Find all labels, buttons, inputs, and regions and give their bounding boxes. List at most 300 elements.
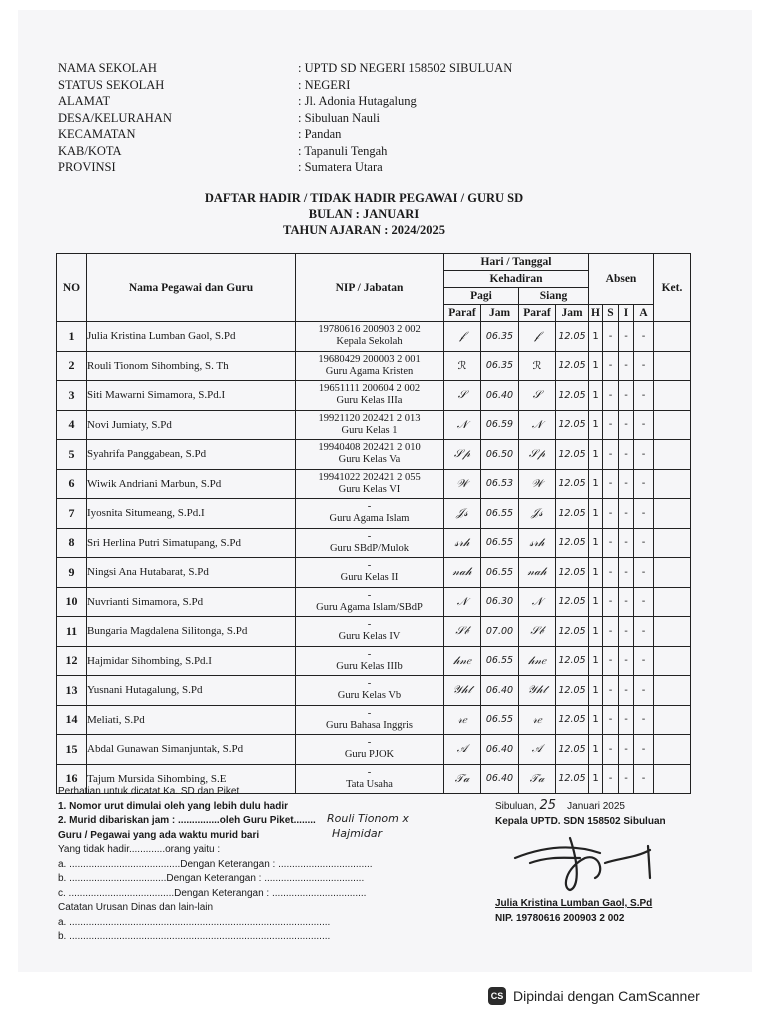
cell-nama: Sri Herlina Putri Simatupang, S.Pd <box>87 528 296 558</box>
cell-paraf-siang: 𝓇𝑒 <box>519 705 556 735</box>
cell-a: - <box>634 469 654 499</box>
cell-ket <box>654 322 691 352</box>
jabatan-value: Guru Kelas Va <box>338 454 401 466</box>
cell-nama: Ningsi Ana Hutabarat, S.Pd <box>87 558 296 588</box>
cell-paraf-siang: 𝒲 <box>519 469 556 499</box>
cell-paraf-pagi: 𝒩 <box>444 587 481 617</box>
header-kehadiran: Kehadiran <box>444 271 589 288</box>
cell-paraf-pagi: 𝓈𝓇𝒽 <box>444 528 481 558</box>
info-value: : Pandan <box>298 127 342 141</box>
cell-nama: Bungaria Magdalena Silitonga, S.Pd <box>87 617 296 647</box>
table-row <box>57 617 691 647</box>
cell-jam-siang: 12.05 <box>556 676 589 706</box>
jabatan-value: Guru Agama Islam <box>329 513 410 525</box>
cell-nama: Siti Mawarni Simamora, S.Pd.I <box>87 381 296 411</box>
info-row <box>58 126 512 143</box>
cell-s: - <box>603 322 619 352</box>
cell-i: - <box>619 381 634 411</box>
cell-nama: Yusnani Hutagalung, S.Pd <box>87 676 296 706</box>
header-hari-tanggal: Hari / Tanggal <box>444 254 589 271</box>
cell-ket <box>654 528 691 558</box>
signature-scribble <box>510 828 660 898</box>
cell-nip <box>296 381 444 411</box>
notes-section <box>58 785 373 945</box>
cell-no: 1 <box>57 322 87 352</box>
cell-i: - <box>619 764 634 794</box>
table-row <box>57 528 691 558</box>
jabatan-value: Tata Usaha <box>346 778 393 790</box>
table-row <box>57 381 691 411</box>
cell-paraf-pagi: 𝒯𝒶 <box>444 764 481 794</box>
jabatan-value: Guru Kelas 1 <box>341 424 398 436</box>
cell-nip <box>296 499 444 529</box>
cell-s: - <box>603 617 619 647</box>
cell-s: - <box>603 646 619 676</box>
info-value: : Tapanuli Tengah <box>298 143 388 158</box>
cell-i: - <box>619 469 634 499</box>
cell-paraf-pagi: 𝒮𝒷 <box>444 617 481 647</box>
cell-jam-siang: 12.05 <box>556 469 589 499</box>
cell-jam-pagi: 06.55 <box>481 646 519 676</box>
nip-value: 19941022 202421 2 055 <box>318 471 421 483</box>
jabatan-value: Kepala Sekolah <box>336 336 403 348</box>
cell-ket <box>654 676 691 706</box>
table-row <box>57 499 691 529</box>
signature-place: Sibuluan, <box>495 801 537 812</box>
cell-a: - <box>634 351 654 381</box>
header-jam-pagi: Jam <box>481 305 519 322</box>
cell-i: - <box>619 676 634 706</box>
cell-paraf-pagi: 𝒥𝓈 <box>444 499 481 529</box>
header-siang: Siang <box>519 288 589 305</box>
cell-nip <box>296 528 444 558</box>
handwritten-guru-piket-1: Rouli Tionom x <box>327 812 409 825</box>
nip-value: - <box>367 589 372 601</box>
cell-a: - <box>634 587 654 617</box>
cell-no: 13 <box>57 676 87 706</box>
header-absen: Absen <box>589 254 654 305</box>
cell-a: - <box>634 646 654 676</box>
cell-nip <box>296 587 444 617</box>
signature-name: Julia Kristina Lumban Gaol, S.Pd <box>495 898 653 909</box>
info-label: PROVINSI <box>58 160 116 174</box>
cell-s: - <box>603 528 619 558</box>
info-value: : Sibuluan Nauli <box>298 110 380 125</box>
nip-value: 19940408 202421 2 010 <box>318 442 421 454</box>
attendance-table <box>56 253 691 794</box>
cell-no: 3 <box>57 381 87 411</box>
school-info <box>58 60 512 176</box>
cell-jam-siang: 12.05 <box>556 322 589 352</box>
cell-a: - <box>634 410 654 440</box>
cell-i: - <box>619 322 634 352</box>
cell-paraf-pagi: 𝒮 <box>444 381 481 411</box>
title-line-2: BULAN : JANUARI <box>308 207 420 221</box>
cell-jam-siang: 12.05 <box>556 528 589 558</box>
cell-jam-siang: 12.05 <box>556 705 589 735</box>
cell-ket <box>654 735 691 765</box>
cell-ket <box>654 351 691 381</box>
cell-nip <box>296 705 444 735</box>
table-row <box>57 322 691 352</box>
cell-no: 5 <box>57 440 87 470</box>
title-line-1: DAFTAR HADIR / TIDAK HADIR PEGAWAI / GURU SD <box>204 191 524 205</box>
info-label: ALAMAT <box>58 94 111 108</box>
camscanner-text: Dipindai dengan CamScanner <box>513 988 700 1004</box>
cell-h: 1 <box>589 469 603 499</box>
cell-nip <box>296 617 444 647</box>
cell-ket <box>654 499 691 529</box>
note-a: a. ........................................Dengan Keterangan : .................................. <box>58 858 373 870</box>
cell-jam-siang: 12.05 <box>556 558 589 588</box>
cell-a: - <box>634 381 654 411</box>
header-paraf-pagi: Paraf <box>444 305 481 322</box>
nip-value: - <box>367 678 372 690</box>
cell-jam-siang: 12.05 <box>556 351 589 381</box>
cell-jam-siang: 12.05 <box>556 646 589 676</box>
jabatan-value: Guru SBdP/Mulok <box>329 542 410 554</box>
note-dinas-b: b. .............................................................................................. <box>58 931 331 942</box>
table-row <box>57 735 691 765</box>
cell-i: - <box>619 440 634 470</box>
cell-h: 1 <box>589 587 603 617</box>
cell-nip <box>296 440 444 470</box>
header-a: A <box>634 305 654 322</box>
cell-paraf-siang: 𝒽𝓃𝑒 <box>519 646 556 676</box>
signature-nip: NIP. 19780616 200903 2 002 <box>495 913 625 924</box>
table-row <box>57 469 691 499</box>
cell-s: - <box>603 351 619 381</box>
cell-nip <box>296 646 444 676</box>
cell-jam-pagi: 06.40 <box>481 381 519 411</box>
header-i: I <box>619 305 634 322</box>
cell-jam-pagi: 06.50 <box>481 440 519 470</box>
table-row <box>57 646 691 676</box>
cell-ket <box>654 646 691 676</box>
cell-no: 4 <box>57 410 87 440</box>
cell-jam-pagi: 07.00 <box>481 617 519 647</box>
jabatan-value: Guru Kelas IIIa <box>336 395 403 407</box>
cell-jam-siang: 12.05 <box>556 499 589 529</box>
note-b: b. ...................................Dengan Keterangan : .................................... <box>58 873 365 884</box>
info-value: : Sumatera Utara <box>298 160 383 174</box>
note-dinas-a: a. .............................................................................................. <box>58 916 331 928</box>
cell-i: - <box>619 499 634 529</box>
cell-jam-siang: 12.05 <box>556 764 589 794</box>
cell-i: - <box>619 558 634 588</box>
cell-paraf-siang: 𝓈𝓇𝒽 <box>519 528 556 558</box>
nip-value: - <box>367 619 372 631</box>
cell-nip <box>296 410 444 440</box>
notes-dinas: Catatan Urusan Dinas dan lain-lain <box>58 902 214 913</box>
cell-a: - <box>634 558 654 588</box>
cell-h: 1 <box>589 440 603 470</box>
cell-h: 1 <box>589 617 603 647</box>
cell-h: 1 <box>589 499 603 529</box>
cell-paraf-pagi: 𝒜 <box>444 735 481 765</box>
cell-ket <box>654 469 691 499</box>
cell-a: - <box>634 322 654 352</box>
cell-nama: Abdal Gunawan Simanjuntak, S.Pd <box>87 735 296 765</box>
cell-jam-pagi: 06.53 <box>481 469 519 499</box>
header-nip: NIP / Jabatan <box>296 254 444 322</box>
signature-role: Kepala UPTD. SDN 158502 Sibuluan <box>495 816 666 827</box>
cell-jam-pagi: 06.55 <box>481 705 519 735</box>
cell-paraf-siang: 𝒮𝒷 <box>519 617 556 647</box>
cell-ket <box>654 587 691 617</box>
cell-jam-pagi: 06.55 <box>481 499 519 529</box>
header-pagi: Pagi <box>444 288 519 305</box>
cell-a: - <box>634 705 654 735</box>
cell-h: 1 <box>589 410 603 440</box>
note-c: c. ......................................Dengan Keterangan : .................................. <box>58 887 367 899</box>
cell-h: 1 <box>589 322 603 352</box>
nip-value: 19651111 200604 2 002 <box>318 383 421 395</box>
cell-s: - <box>603 764 619 794</box>
cell-nama: Iyosnita Situmeang, S.Pd.I <box>87 499 296 529</box>
header-nama: Nama Pegawai dan Guru <box>87 254 296 322</box>
signature-block <box>495 798 666 829</box>
handwritten-guru-piket-2: Hajmidar <box>332 827 383 840</box>
cell-nip <box>296 676 444 706</box>
cell-nama: Tajum Mursida Sihombing, S.E <box>87 764 296 794</box>
cell-jam-siang: 12.05 <box>556 735 589 765</box>
cell-s: - <box>603 410 619 440</box>
cell-ket <box>654 381 691 411</box>
cell-no: 16 <box>57 764 87 794</box>
cell-s: - <box>603 469 619 499</box>
cell-a: - <box>634 528 654 558</box>
info-row <box>58 93 512 110</box>
info-value: : NEGERI <box>298 77 351 92</box>
info-row <box>58 60 512 77</box>
cell-i: - <box>619 646 634 676</box>
cell-nama: Meliati, S.Pd <box>87 705 296 735</box>
cell-a: - <box>634 676 654 706</box>
cell-s: - <box>603 705 619 735</box>
cell-paraf-pagi: 𝒲 <box>444 469 481 499</box>
cell-jam-siang: 12.05 <box>556 381 589 411</box>
header-no: NO <box>57 254 87 322</box>
header-s: S <box>603 305 619 322</box>
cell-i: - <box>619 587 634 617</box>
info-label: DESA/KELURAHAN <box>58 110 172 125</box>
cell-nama: Novi Jumiaty, S.Pd <box>87 410 296 440</box>
cell-nip <box>296 351 444 381</box>
cell-no: 6 <box>57 469 87 499</box>
table-row <box>57 440 691 470</box>
cell-nip <box>296 558 444 588</box>
cell-paraf-siang: 𝒮𝓅 <box>519 440 556 470</box>
cell-s: - <box>603 676 619 706</box>
cell-h: 1 <box>589 705 603 735</box>
cell-jam-pagi: 06.35 <box>481 351 519 381</box>
cell-jam-siang: 12.05 <box>556 617 589 647</box>
jabatan-value: Guru Kelas II <box>340 572 399 584</box>
note-4: Yang tidak hadir.............orang yaitu : <box>58 844 221 855</box>
cell-a: - <box>634 499 654 529</box>
title-line-3: TAHUN AJARAN : 2024/2025 <box>283 223 445 237</box>
document-title <box>150 190 578 238</box>
nip-value: - <box>367 560 372 572</box>
cell-jam-siang: 12.05 <box>556 440 589 470</box>
cell-no: 7 <box>57 499 87 529</box>
cell-no: 8 <box>57 528 87 558</box>
cell-paraf-pagi: 𝓃𝒶𝒽 <box>444 558 481 588</box>
cell-h: 1 <box>589 676 603 706</box>
jabatan-value: Guru Kelas IIIb <box>336 660 403 672</box>
cell-nama: Hajmidar Sihombing, S.Pd.I <box>87 646 296 676</box>
cell-h: 1 <box>589 381 603 411</box>
cell-i: - <box>619 351 634 381</box>
cell-nama: Syahrifa Panggabean, S.Pd <box>87 440 296 470</box>
cell-paraf-pagi: 𝒮𝓅 <box>444 440 481 470</box>
cell-paraf-pagi: ℛ <box>444 351 481 381</box>
note-3: Guru / Pegawai yang ada waktu murid bari <box>58 829 260 841</box>
table-row <box>57 676 691 706</box>
cell-s: - <box>603 499 619 529</box>
info-label: KECAMATAN <box>58 127 136 141</box>
cell-no: 9 <box>57 558 87 588</box>
cell-paraf-siang: 𝒩 <box>519 587 556 617</box>
cell-jam-pagi: 06.55 <box>481 528 519 558</box>
cell-ket <box>654 410 691 440</box>
nip-value: - <box>367 707 372 719</box>
cell-no: 10 <box>57 587 87 617</box>
info-value: : UPTD SD NEGERI 158502 SIBULUAN <box>298 61 513 75</box>
cell-jam-siang: 12.05 <box>556 410 589 440</box>
cell-paraf-pagi: 𝒴𝒽𝓉 <box>444 676 481 706</box>
cell-paraf-pagi: 𝓇𝑒 <box>444 705 481 735</box>
cell-s: - <box>603 587 619 617</box>
cell-nip <box>296 735 444 765</box>
info-label: STATUS SEKOLAH <box>58 77 165 92</box>
info-row <box>58 110 512 127</box>
header-h: H <box>589 305 603 322</box>
cell-s: - <box>603 440 619 470</box>
cell-a: - <box>634 440 654 470</box>
info-row <box>58 77 512 94</box>
cell-h: 1 <box>589 558 603 588</box>
cell-paraf-pagi: 𝒻 <box>444 322 481 352</box>
signature-date: Januari 2025 <box>567 801 625 812</box>
cell-i: - <box>619 617 634 647</box>
table-row <box>57 558 691 588</box>
cell-paraf-siang: 𝓃𝒶𝒽 <box>519 558 556 588</box>
jabatan-value: Guru Kelas VI <box>338 483 401 495</box>
jabatan-value: Guru PJOK <box>344 749 395 761</box>
jabatan-value: Guru Agama Islam/SBdP <box>316 601 423 613</box>
table-row <box>57 705 691 735</box>
cell-jam-siang: 12.05 <box>556 587 589 617</box>
nip-value: - <box>367 648 372 660</box>
cell-no: 15 <box>57 735 87 765</box>
header-paraf-siang: Paraf <box>519 305 556 322</box>
cell-s: - <box>603 558 619 588</box>
cell-h: 1 <box>589 764 603 794</box>
cell-jam-pagi: 06.40 <box>481 676 519 706</box>
cell-jam-pagi: 06.30 <box>481 587 519 617</box>
table-row <box>57 587 691 617</box>
cell-nama: Rouli Tionom Sihombing, S. Th <box>87 351 296 381</box>
cell-ket <box>654 617 691 647</box>
cell-ket <box>654 440 691 470</box>
cell-a: - <box>634 617 654 647</box>
nip-value: - <box>367 501 372 513</box>
cell-paraf-siang: 𝒥𝓈 <box>519 499 556 529</box>
signature-day: 25 <box>539 798 557 813</box>
info-row <box>58 159 512 176</box>
jabatan-value: Guru Agama Kristen <box>325 365 414 377</box>
cell-h: 1 <box>589 735 603 765</box>
nip-value: - <box>367 737 372 749</box>
info-value: : Jl. Adonia Hutagalung <box>298 94 417 108</box>
cell-h: 1 <box>589 528 603 558</box>
cell-jam-pagi: 06.35 <box>481 322 519 352</box>
nip-value: - <box>367 766 372 778</box>
table-row <box>57 410 691 440</box>
cell-paraf-siang: 𝒻 <box>519 322 556 352</box>
info-label: KAB/KOTA <box>58 143 122 158</box>
cell-h: 1 <box>589 646 603 676</box>
cell-paraf-siang: 𝒴𝒽𝓉 <box>519 676 556 706</box>
cell-jam-pagi: 06.59 <box>481 410 519 440</box>
info-label: NAMA SEKOLAH <box>58 61 157 75</box>
cell-i: - <box>619 410 634 440</box>
nip-value: 19780616 200903 2 002 <box>318 324 421 336</box>
cell-nip <box>296 469 444 499</box>
cell-no: 14 <box>57 705 87 735</box>
cell-no: 2 <box>57 351 87 381</box>
cell-paraf-siang: ℛ <box>519 351 556 381</box>
cell-a: - <box>634 764 654 794</box>
header-jam-siang: Jam <box>556 305 589 322</box>
cell-paraf-siang: 𝒮 <box>519 381 556 411</box>
cell-ket <box>654 558 691 588</box>
info-row <box>58 143 512 160</box>
signature-name-block <box>495 896 652 926</box>
cell-paraf-siang: 𝒩 <box>519 410 556 440</box>
nip-value: 19680429 200003 2 001 <box>318 353 421 365</box>
jabatan-value: Guru Bahasa Inggris <box>326 719 413 731</box>
cell-s: - <box>603 381 619 411</box>
nip-value: - <box>367 530 372 542</box>
jabatan-value: Guru Kelas IV <box>338 631 401 643</box>
cell-jam-pagi: 06.40 <box>481 735 519 765</box>
cell-jam-pagi: 06.40 <box>481 764 519 794</box>
cell-no: 11 <box>57 617 87 647</box>
cell-paraf-siang: 𝒯𝒶 <box>519 764 556 794</box>
cell-paraf-pagi: 𝒽𝓃𝑒 <box>444 646 481 676</box>
note-2: 2. Murid dibariskan jam : ...............oleh Guru Piket........ <box>58 815 316 826</box>
cell-ket <box>654 705 691 735</box>
cell-i: - <box>619 705 634 735</box>
header-ket: Ket. <box>654 254 691 322</box>
cell-jam-pagi: 06.55 <box>481 558 519 588</box>
note-1: 1. Nomor urut dimulai oleh yang lebih dulu hadir <box>58 800 289 812</box>
cell-paraf-siang: 𝒜 <box>519 735 556 765</box>
cell-h: 1 <box>589 351 603 381</box>
cell-i: - <box>619 528 634 558</box>
cell-i: - <box>619 735 634 765</box>
cell-nama: Nuvrianti Simamora, S.Pd <box>87 587 296 617</box>
cell-no: 12 <box>57 646 87 676</box>
cell-nama: Wiwik Andriani Marbun, S.Pd <box>87 469 296 499</box>
cell-ket <box>654 764 691 794</box>
table-row <box>57 351 691 381</box>
camscanner-icon: CS <box>488 987 506 1005</box>
cell-nip <box>296 322 444 352</box>
